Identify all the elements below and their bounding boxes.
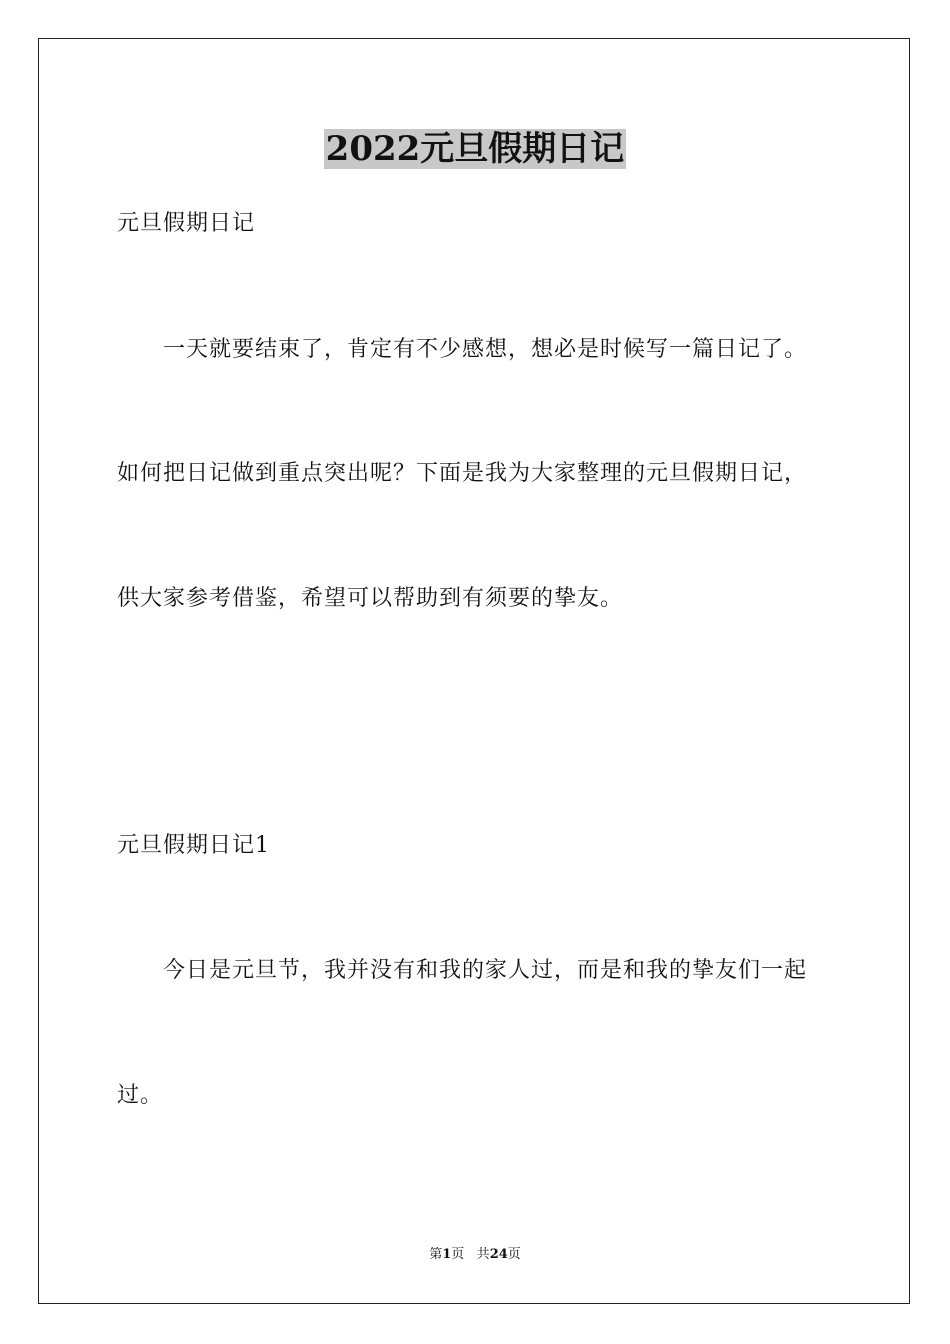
section-heading: 元旦假期日记 xyxy=(117,211,256,236)
footer-total-prefix: 共 xyxy=(476,1247,490,1262)
paragraph-line: 过。 xyxy=(117,1083,164,1108)
section-heading: 元旦假期日记1 xyxy=(117,833,270,858)
footer-page-number: 1 xyxy=(442,1247,452,1262)
paragraph-line: 今日是元旦节，我并没有和我的家人过，而是和我的挚友们一起 xyxy=(163,958,808,983)
footer-total-suffix: 页 xyxy=(507,1247,521,1262)
footer-page-suffix: 页 xyxy=(451,1247,465,1262)
footer-page-prefix: 第 xyxy=(429,1247,443,1262)
page-footer xyxy=(0,1246,950,1264)
document-title-wrap xyxy=(0,126,950,172)
paragraph-line: 供大家参考借鉴，希望可以帮助到有须要的挚友。 xyxy=(117,586,624,611)
document-title: 2022元旦假期日记 xyxy=(325,129,625,169)
paragraph-line: 如何把日记做到重点突出呢？下面是我为大家整理的元旦假期日记， xyxy=(117,461,808,486)
paragraph-line: 一天就要结束了，肯定有不少感想，想必是时候写一篇日记了。 xyxy=(163,337,808,362)
footer-total-pages: 24 xyxy=(489,1247,508,1262)
